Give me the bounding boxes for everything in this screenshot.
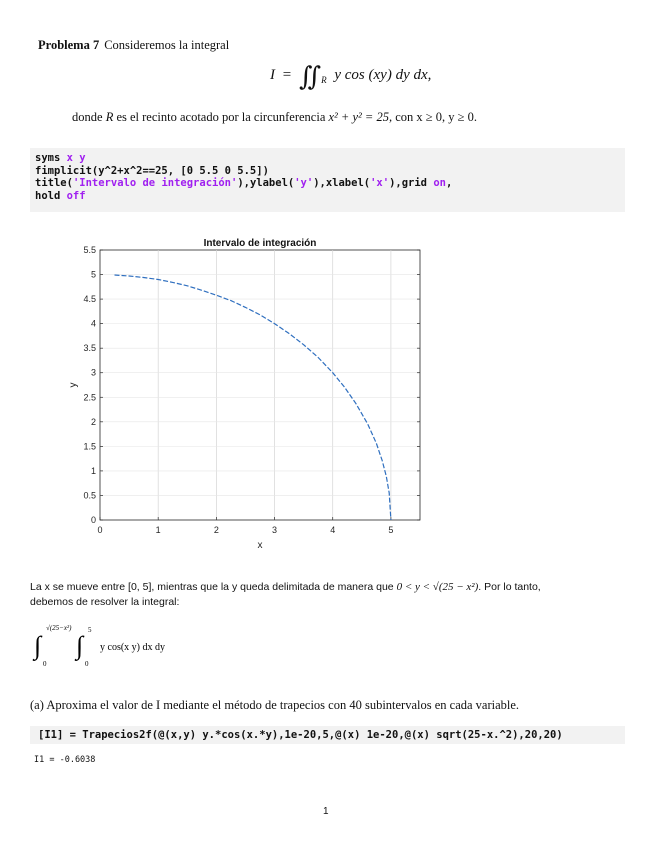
x-tick-label: 1 xyxy=(155,525,161,535)
y-tick-label: 4.5 xyxy=(83,294,96,305)
code-trapecios-line: [I1] = Trapecios2f(@(x,y) y.*cos(x.*y),1e-20,5,@(x) 1e-20,@(x) sqrt(25-x.^2),20,20) xyxy=(38,729,563,741)
y-tick-label: 3 xyxy=(90,367,96,378)
code-line-3: title('Intervalo de integración'),ylabel('y'),xlabel('x'),grid on, xyxy=(35,177,453,189)
page-number: 1 xyxy=(323,806,329,817)
problem-heading xyxy=(38,38,229,53)
outer-integral-sign: ∫ xyxy=(34,631,42,660)
part-a-statement xyxy=(30,698,519,713)
y-tick-label: 1 xyxy=(90,465,96,476)
domain-equation: x² + y² = 25, xyxy=(328,110,393,124)
x-tick-label: 4 xyxy=(330,525,336,535)
y-tick-label: 0 xyxy=(90,515,96,525)
problem-intro: Consideremos la integral xyxy=(104,38,230,52)
integral-lhs: I xyxy=(270,67,275,83)
outer-upper-limit: √(25−x²) xyxy=(46,624,72,632)
y-tick-label: 5 xyxy=(90,269,96,280)
part-a-text: Aproxima el valor de I mediante el método de trapecios con 40 subintervalos en cada variable. xyxy=(46,698,520,712)
y-tick-label: 2.5 xyxy=(83,392,96,403)
integral-equation xyxy=(270,62,431,92)
domain-prefix: donde xyxy=(72,110,103,124)
inner-upper-limit: 5 xyxy=(88,626,92,634)
rewritten-integrand: y cos(x y) dx dy xyxy=(100,642,165,653)
x-axis-label: x xyxy=(257,540,263,551)
problem-label: Problema 7 xyxy=(38,38,100,52)
explanation-line2: debemos de resolver la integral: xyxy=(30,596,180,608)
result-output: I1 = -0.6038 xyxy=(34,755,96,765)
y-tick-label: 5.5 xyxy=(83,245,96,255)
rewritten-integral xyxy=(34,622,234,671)
y-tick-label: 1.5 xyxy=(83,441,96,452)
inner-lower-limit: 0 xyxy=(85,660,89,668)
chart-title: Intervalo de integración xyxy=(203,238,317,249)
x-tick-label: 3 xyxy=(272,525,278,535)
explanation-before: La x se mueve entre [0, 5], mientras que la y queda delimitada de manera que xyxy=(30,581,394,593)
explanation-text xyxy=(30,580,630,610)
code-block-trapecios xyxy=(30,726,625,744)
explanation-inequality: 0 < y < √(25 − x²) xyxy=(396,581,479,593)
integral-equals: = xyxy=(282,67,292,83)
x-tick-label: 2 xyxy=(213,525,219,535)
part-a-label: (a) xyxy=(30,698,44,712)
domain-description xyxy=(72,110,477,125)
y-tick-label: 2 xyxy=(90,416,96,427)
integral-region: R xyxy=(321,75,327,85)
integral-integrand: y cos (xy) dy dx, xyxy=(334,67,432,83)
inner-integral-sign: ∫ xyxy=(76,631,84,660)
x-tick-label: 0 xyxy=(97,525,103,535)
y-tick-label: 3.5 xyxy=(83,343,96,354)
code-line-2: fimplicit(y^2+x^2==25, [0 5.5 0 5.5]) xyxy=(35,164,269,177)
domain-middle: es el recinto acotado por la circunferencia xyxy=(116,110,326,124)
y-tick-label: 0.5 xyxy=(83,490,96,501)
plot-area xyxy=(100,250,420,520)
x-tick-label: 5 xyxy=(388,525,394,535)
outer-lower-limit: 0 xyxy=(43,660,47,668)
code-block-plot xyxy=(30,148,625,212)
domain-region: R xyxy=(105,110,114,124)
y-tick-label: 4 xyxy=(90,318,96,329)
domain-conditions: con x ≥ 0, y ≥ 0. xyxy=(395,110,477,124)
integration-region-plot xyxy=(60,230,470,560)
double-integral-symbol: ∬ xyxy=(298,62,316,91)
code-line-4: hold off xyxy=(35,189,86,202)
explanation-after: . Por lo tanto, xyxy=(478,581,541,593)
code-line-1: syms x y xyxy=(35,152,86,164)
y-axis-label: y xyxy=(68,382,79,388)
